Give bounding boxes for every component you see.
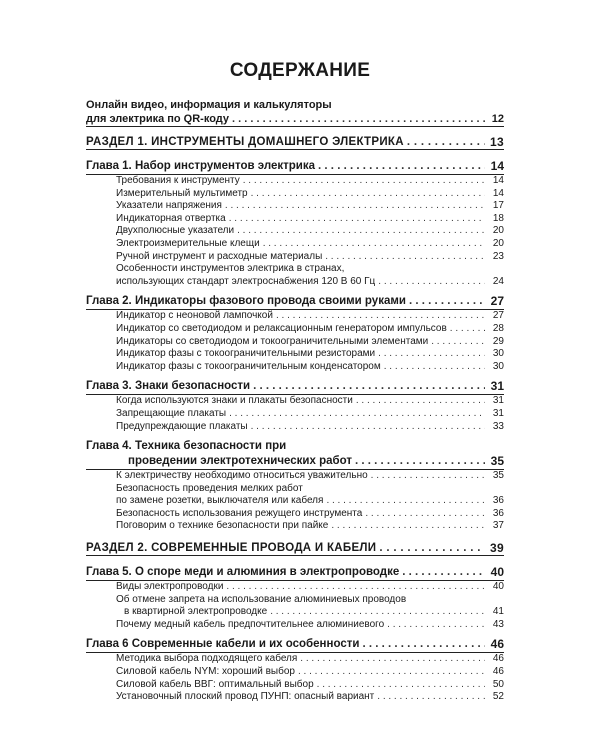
leader-dots xyxy=(407,136,485,149)
toc-item[interactable] xyxy=(116,361,504,374)
leader-dots xyxy=(378,276,485,289)
chapter-title: Глава 3. Знаки безопасности xyxy=(86,380,251,393)
page-number: 17 xyxy=(492,200,504,212)
chapter-title: Глава 4. Техника безопасности при xyxy=(86,440,287,453)
toc-item[interactable] xyxy=(116,200,504,213)
page-title: СОДЕРЖАНИЕ xyxy=(229,60,371,81)
toc-item-text: К электричеству необходимо относиться уважительно xyxy=(116,470,368,482)
toc-chapter-3[interactable] xyxy=(86,379,504,395)
toc-item-text: Предупреждающие плакаты xyxy=(116,420,248,432)
leader-dots xyxy=(270,606,485,619)
page-number: 30 xyxy=(492,348,504,360)
page-number: 14 xyxy=(492,175,504,186)
page-number: 52 xyxy=(492,691,504,703)
page-number: 46 xyxy=(492,653,504,665)
page-number: 50 xyxy=(492,678,504,690)
toc-item[interactable] xyxy=(116,508,504,521)
leader-dots xyxy=(362,637,485,652)
chapter-4-items xyxy=(116,470,504,533)
leader-dots xyxy=(226,581,485,594)
page-number: 46 xyxy=(492,666,504,678)
toc-item-text: Индикаторная отвертка xyxy=(116,212,226,224)
leader-dots xyxy=(229,213,485,226)
leader-dots xyxy=(355,454,485,469)
toc-item-text: Почему медный кабель предпочтительнее алюминиевого xyxy=(116,618,385,630)
toc-item[interactable] xyxy=(116,251,504,264)
leader-dots xyxy=(378,348,485,361)
toc-item-text: Двухполюсные указатели xyxy=(116,225,235,237)
leader-dots xyxy=(431,336,485,349)
leader-dots xyxy=(251,421,485,434)
leader-dots xyxy=(402,565,485,580)
page-number: 27 xyxy=(492,310,504,322)
toc-item[interactable] xyxy=(116,619,504,632)
page-number: 39 xyxy=(490,541,504,556)
toc-item-text: Индикатор со светодиодом и релаксационным генератором импульсов xyxy=(116,322,447,334)
toc-item[interactable] xyxy=(116,395,504,408)
toc-item[interactable] xyxy=(116,175,504,188)
toc-item[interactable] xyxy=(116,581,504,594)
chapter-1-items xyxy=(116,175,504,288)
toc-item-text: Индикатор фазы с токоограничительным конденсатором xyxy=(116,360,381,372)
page-number: 31 xyxy=(490,379,504,394)
leader-dots xyxy=(325,251,485,264)
toc-entry-online[interactable] xyxy=(86,98,504,127)
toc-item-text: Безопасность проведения мелких работ xyxy=(116,482,303,494)
toc-item[interactable] xyxy=(116,238,504,251)
page-number: 20 xyxy=(492,237,504,249)
toc-section-1[interactable] xyxy=(86,136,504,150)
toc-item-text: Силовой кабель ВВГ: оптимальный выбор xyxy=(116,678,314,690)
toc-item-text: в квартирной электропроводке xyxy=(124,606,268,618)
page-number: 35 xyxy=(490,454,504,469)
section-title: РАЗДЕЛ 1. ИНСТРУМЕНТЫ ДОМАШНЕГО ЭЛЕКТРИКА xyxy=(86,136,404,148)
toc-item[interactable] xyxy=(116,421,504,434)
chapter-title: Глава 2. Индикаторы фазового провода своими руками xyxy=(86,295,406,308)
toc-item-text: Установочный плоский провод ПУНП: опасный вариант xyxy=(116,691,375,703)
toc-item-text: Измерительный мультиметр xyxy=(116,187,248,199)
toc-chapter-5[interactable] xyxy=(86,565,504,581)
page-number: 40 xyxy=(490,565,504,580)
page-number: 18 xyxy=(492,212,504,224)
toc-item[interactable] xyxy=(116,666,504,679)
leader-dots xyxy=(253,379,485,394)
leader-dots xyxy=(237,225,485,238)
toc-item-text: Индикатор с неоновой лампочкой xyxy=(116,310,273,322)
toc-item[interactable] xyxy=(116,470,504,483)
toc-chapter-1[interactable] xyxy=(86,159,504,175)
leader-dots xyxy=(298,666,485,679)
toc-item[interactable] xyxy=(116,691,504,704)
toc-item[interactable] xyxy=(116,594,504,619)
page-number: 31 xyxy=(492,395,504,407)
page-number: 40 xyxy=(492,581,504,593)
toc-item-text: Когда используются знаки и плакаты безопасности xyxy=(116,395,353,407)
chapter-title: Глава 6 Современные кабели и их особенности xyxy=(86,638,360,651)
leader-dots xyxy=(263,238,485,251)
toc-item-text: Электроизмерительные клещи xyxy=(116,237,260,249)
leader-dots xyxy=(331,520,485,533)
leader-dots xyxy=(300,653,485,666)
toc-item-text: Ручной инструмент и расходные материалы xyxy=(116,250,323,262)
page-number: 41 xyxy=(492,606,504,618)
toc-entry-text: Онлайн видео, информация и калькуляторы xyxy=(86,99,332,111)
page-number: 28 xyxy=(492,322,504,334)
toc-item[interactable] xyxy=(116,653,504,666)
toc-item[interactable] xyxy=(116,263,504,288)
toc-item[interactable] xyxy=(116,483,504,508)
toc-item-text: Индикатор фазы с токоограничительными резисторами xyxy=(116,348,376,360)
page-number: 35 xyxy=(492,470,504,482)
table-of-contents xyxy=(86,98,504,704)
toc-item-text: Методика выбора подходящего кабеля xyxy=(116,653,298,665)
leader-dots xyxy=(384,361,485,374)
page-number: 27 xyxy=(490,294,504,309)
chapter-6-items xyxy=(116,653,504,703)
chapter-title: Глава 5. О споре меди и алюминия в электропроводке xyxy=(86,566,400,579)
leader-dots xyxy=(243,175,485,188)
toc-chapter-6[interactable] xyxy=(86,637,504,653)
page-number: 43 xyxy=(492,618,504,630)
page-number: 33 xyxy=(492,420,504,432)
toc-item[interactable] xyxy=(116,213,504,226)
leader-dots xyxy=(318,159,485,174)
toc-item-text: Виды электропроводки xyxy=(116,581,224,593)
leader-dots xyxy=(365,508,485,521)
toc-chapter-2[interactable] xyxy=(86,294,504,310)
toc-item[interactable] xyxy=(116,408,504,421)
chapter-5-items xyxy=(116,581,504,631)
page-number: 29 xyxy=(492,335,504,347)
leader-dots xyxy=(356,395,485,408)
leader-dots xyxy=(379,542,485,555)
section-title: РАЗДЕЛ 2. СОВРЕМЕННЫЕ ПРОВОДА И КАБЕЛИ xyxy=(86,542,377,555)
page-number: 36 xyxy=(492,507,504,519)
page-number: 31 xyxy=(492,407,504,419)
page-number: 23 xyxy=(492,250,504,262)
toc-item-text: Требования к инструменту xyxy=(116,175,240,186)
page-number: 13 xyxy=(490,135,504,149)
page-number: 36 xyxy=(492,495,504,507)
chapter-2-items xyxy=(116,310,504,373)
chapter-title: проведении электротехнических работ xyxy=(128,455,352,468)
page-number: 30 xyxy=(492,360,504,372)
chapter-3-items xyxy=(116,395,504,433)
toc-item[interactable] xyxy=(116,225,504,238)
toc-item-text: Поговорим о технике безопасности при пайке xyxy=(116,520,329,532)
leader-dots xyxy=(251,188,485,201)
toc-item-text: Индикаторы со светодиодом и токоограничительными элементами xyxy=(116,335,429,347)
page-number: 46 xyxy=(490,637,504,652)
toc-item-text: использующих стандарт электроснабжения 120 В 60 Гц xyxy=(116,275,376,287)
leader-dots xyxy=(450,323,485,336)
toc-item[interactable] xyxy=(116,336,504,349)
toc-item-text: Об отмене запрета на использование алюминиевых проводов xyxy=(116,593,407,605)
toc-item-text: Указатели напряжения xyxy=(116,200,222,212)
page-number: 37 xyxy=(492,520,504,532)
toc-item-text: Силовой кабель NYM: хороший выбор xyxy=(116,666,295,678)
page-number: 14 xyxy=(490,159,504,173)
toc-item[interactable] xyxy=(116,520,504,533)
toc-item-text: по замене розетки, выключателя или кабеля xyxy=(116,495,324,507)
page-number: 20 xyxy=(492,225,504,237)
leader-dots xyxy=(232,112,485,126)
toc-item[interactable] xyxy=(116,323,504,336)
toc-item-text: Запрещающие плакаты xyxy=(116,407,227,419)
leader-dots xyxy=(276,310,485,323)
page-number: 14 xyxy=(492,187,504,199)
toc-item-text: Особенности инструментов электрика в странах, xyxy=(116,263,345,275)
leader-dots xyxy=(377,691,485,704)
leader-dots xyxy=(317,679,485,692)
page-number: 12 xyxy=(491,113,504,125)
toc-chapter-4[interactable] xyxy=(86,439,504,470)
toc-item[interactable] xyxy=(116,679,504,692)
toc-item[interactable] xyxy=(116,348,504,361)
toc-item-text: Безопасность использования режущего инструмента xyxy=(116,507,363,519)
toc-section-2[interactable] xyxy=(86,542,504,556)
leader-dots xyxy=(409,294,485,309)
leader-dots xyxy=(229,408,485,421)
toc-item[interactable] xyxy=(116,188,504,201)
leader-dots xyxy=(326,495,485,508)
toc-entry-text: для электрика по QR-коду xyxy=(86,113,230,125)
chapter-title: Глава 1. Набор инструментов электрика xyxy=(86,160,316,172)
leader-dots xyxy=(225,200,485,213)
leader-dots xyxy=(371,470,485,483)
leader-dots xyxy=(387,619,485,632)
toc-item[interactable] xyxy=(116,310,504,323)
page-number: 24 xyxy=(492,275,504,287)
